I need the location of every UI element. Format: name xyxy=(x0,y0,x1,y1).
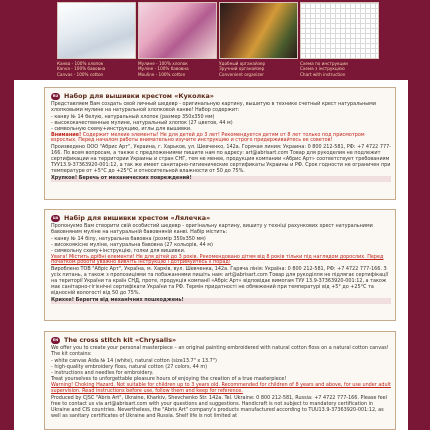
producer-text: Produced by CJSC "Abris Art", Ukraine, Kharkiv, Shevchenko Str. 142a. Tel. Ukraine: 0 800 212-581, Russia: +7 4722 777-166. Please feel free to contact us via art@abrisart.com with your questions and suggestions. Handicraft is not subject to mandatory certification in Ukraine and CIS countries. Nevertheless, the "Abris Art" company's products manufactured according to TUU13.9-37363920-001:12, as well as sanitary certificates of Ukraine and Russia. Shelf life is not limited at xyxy=(51,395,388,419)
right-border xyxy=(408,80,430,430)
panel-russian xyxy=(44,87,396,200)
panel-english xyxy=(44,331,396,430)
panel-title xyxy=(51,91,391,101)
panel-body xyxy=(51,346,391,420)
warning-text: Увага! Містить дрібні елементи! Не для дітей до 3 років. Рекомендовано дітям від 8 років тільки під наглядом дорослих. Перед початком роботи уважно вивчіть інструкцію і дотримуйтесь її порад! xyxy=(51,253,384,266)
warning-text: Внимание! Содержит мелкие элементы! Не для детей до 3 лет! Рекомендуется детям от 8 лет только под присмотром взрослых. Перед началом работы внимательно изучите инструкцию и строго придерживайтесь ее советов! xyxy=(51,131,365,144)
intro-text: Пропонуємо Вам створити свій особистий шедевр - оригінальну картину, вишиту у техніці рахункових хрест натуральними бавовняним мулiне на натуральній бавовняній канві. Набір містить: xyxy=(51,223,373,235)
intro-text: Представляем Вам создать свой личный шедевр - оригинальную картину, вышитую в технике счетный крест натуральными хлопковыми мулине на натуральной хлопковой канве! Набор содержит: xyxy=(51,101,376,113)
panel-title-text: The cross stitch kit «Chrysalis» xyxy=(64,336,177,344)
feature-organizer: Удобный органайзер Зручний органайзер Convenient organizer xyxy=(219,61,266,77)
treat-text: Treat yourselves to unforgettable pleasure hours of enjoying the creation of a true masterpiece! xyxy=(51,375,287,382)
feature-chart: Схема по инструкции Схема з інструкцією Chart with instruction xyxy=(300,61,348,77)
feature-mouline: Мулине - 100% хлопок Мулiне - 100% бавовна Mouline - 100% cotton xyxy=(138,61,189,77)
left-border xyxy=(0,80,14,430)
intro-text: We offer you to create your personal masterpiece – an original painting embroidered with natural cotton floss on a natural cotton canvas! The kit contains: xyxy=(51,345,389,357)
thumbnail-floss xyxy=(138,2,217,59)
header-banner xyxy=(0,0,430,80)
lang-badge: EN xyxy=(52,338,59,342)
kit-item: - instructions and needles for embroidery. xyxy=(51,369,154,376)
feature-list xyxy=(57,61,379,77)
feature-canvas: Канва - 100% хлопок Kanva - 100% бавовна Canvas - 100% cotton xyxy=(57,61,106,77)
lang-badge: UA xyxy=(52,216,59,220)
closing-note: Хрупкое! Беречь от механических повреждений! xyxy=(51,176,391,182)
thumbnail-canvas xyxy=(57,2,136,59)
kit-item: - white canvas Aida № 14 (white), natural cotton (size13.7" x 13.7") xyxy=(51,357,217,364)
producer-text: Произведено ООО "Абрис Арт", Украина, г. Харьков, ул. Шевченко, 142а. Горячая линия: Украина: 0 800 212-581, РФ: +7 4722 777-166. По всем вопросам, а также с предложениями пишите нам по адресу: art@abrisart.com Товар для рукоделия не подлежит сертификации на территории Украины и стран СНГ, тем не менее, продукция компании «Абрис Арт» соответствует требованиям ТУУ13.9-37363920-001:12, а так же имеет санитарно-гигиенические сертификаты Украины и РФ. Срок годности не ограничен при температуре от +5°С до +25°С и относительной влажности от 50 до 75%. xyxy=(51,144,391,174)
panel-body xyxy=(51,102,391,182)
thumbnail-organizer xyxy=(219,2,298,59)
panel-title xyxy=(51,335,391,345)
panel-body xyxy=(51,224,391,304)
panel-title-text: Набір для вишивки хрестом «Лялечка» xyxy=(64,214,211,222)
thumbnail-chart xyxy=(300,2,379,59)
kit-item: - високоякісне мулiне, натуральна бавовна (27 кольорів, 44 м) xyxy=(51,241,213,248)
panel-title-text: Набор для вышивки крестом «Куколка» xyxy=(64,92,214,100)
panel-title xyxy=(51,213,391,223)
kit-item: - символьну схему+інструкцію, голки для вишивки. xyxy=(51,247,186,254)
kit-item: - символьную схему+инструкцию, иглы для вышивки. xyxy=(51,125,192,132)
panel-ukrainian xyxy=(44,209,396,321)
kit-item: - high-quality embroidery floss, natural cotton (27 colors, 44 m) xyxy=(51,363,208,370)
kit-item: - канву № 14 белую, натуральный хлопок (размер 350х350 мм) xyxy=(51,113,215,120)
lang-badge: RU xyxy=(52,94,59,98)
closing-note: Крихке! Берегти від механічних пошкоджень! xyxy=(51,298,391,304)
kit-item: - канву № 14 білу, натуральна бавовна (розмір 350х350 мм) xyxy=(51,235,206,242)
product-thumbnails xyxy=(57,2,379,59)
producer-text: Вироблено ТОВ "Абріс Арт", Україна, м. Харків, вул. Шевченка, 142а. Гаряча лінія: Україна: 0 800 212-581, РФ: +7 4722 777-166. З усіх питань, а також з пропозиціями та побажаннями пишіть нам: art@abrisart.com Товар для рукоділля не підлягає сертифікації на території України та країн СНД, проте, продукція компанії «Абріс Арт» відповідає вимогам ТУУ 13.9-37363920-001:12, а також має санітарно-гігієнічні сертифікати України та РФ. Термін придатності не обмежений при температурі від +5° до +25°С та відносній вологості від 50 до 75%. xyxy=(51,266,389,296)
warning-text: Warning! Choking Hazard. Not suitable for children up to 3 years old. Recommended for children of 8 years and above, for use under adult supervision. Read instructions before use, follow them and keep for reference. xyxy=(51,382,391,395)
kit-item: - высококачественные мулине, натуральный хлопок (27 цветов, 44 м) xyxy=(51,119,233,126)
